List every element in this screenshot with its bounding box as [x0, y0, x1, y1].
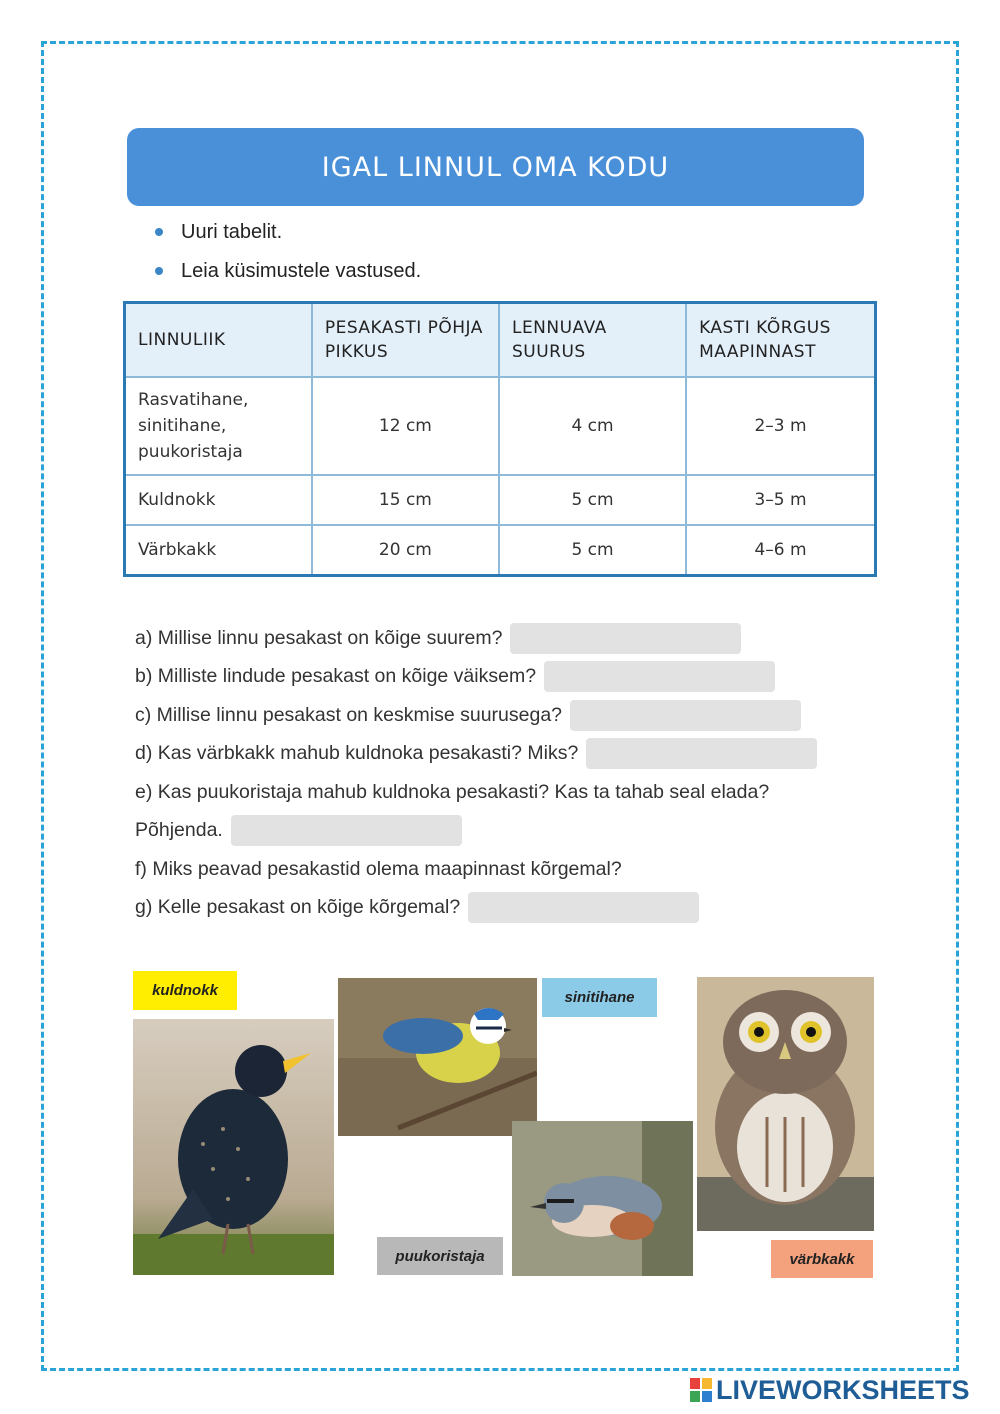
label-varbkakk: värbkakk: [771, 1240, 873, 1278]
answer-field-a[interactable]: [510, 623, 741, 654]
question-c: c) Millise linnu pesakast on keskmise suurusega?: [135, 696, 875, 735]
nest-box-table: [123, 301, 877, 577]
starling-photo: [133, 1019, 334, 1275]
label-kuldnokk: kuldnokk: [133, 971, 237, 1010]
answer-field-c[interactable]: [570, 700, 801, 731]
table-row: [125, 475, 876, 525]
answer-field-d[interactable]: [586, 738, 817, 769]
question-g: g) Kelle pesakast on kõige kõrgemal?: [135, 889, 875, 928]
table-cell: 5 cm: [499, 525, 686, 575]
instruction-item: Leia küsimustele vastused.: [155, 251, 421, 290]
table-cell: 20 cm: [312, 525, 499, 575]
page-title: IGAL LINNUL OMA KODU: [321, 151, 670, 183]
table-row: [125, 525, 876, 575]
table-cell: 4–6 m: [686, 525, 875, 575]
bullet-icon: [155, 267, 163, 275]
instruction-list: [155, 212, 421, 290]
pygmy-owl-photo: [697, 977, 874, 1231]
title-banner: [127, 128, 864, 206]
table-cell: 5 cm: [499, 475, 686, 525]
table-cell: 4 cm: [499, 377, 686, 475]
table-header: LENNUAVA SUURUS: [499, 303, 686, 378]
table-cell: 12 cm: [312, 377, 499, 475]
table-cell: Värbkakk: [125, 525, 312, 575]
answer-field-g[interactable]: [468, 892, 699, 923]
label-puukoristaja: puukoristaja: [377, 1237, 503, 1275]
blue-tit-photo: [338, 978, 537, 1136]
question-e-justify: Põhjenda.: [135, 812, 875, 851]
liveworksheets-logo-icon: [690, 1378, 712, 1402]
table-cell: Rasvatihane, sinitihane, puukoristaja: [125, 377, 312, 475]
table-cell: 3–5 m: [686, 475, 875, 525]
nuthatch-photo: [512, 1121, 693, 1276]
question-list: [135, 619, 875, 927]
table-header: KASTI KÕRGUS MAAPINNAST: [686, 303, 875, 378]
liveworksheets-logo: LIVEWORKSHEETS: [690, 1375, 970, 1405]
question-d: d) Kas värbkakk mahub kuldnoka pesakasti? Miks?: [135, 735, 875, 774]
table-header: PESAKASTI PÕHJA PIKKUS: [312, 303, 499, 378]
answer-field-e[interactable]: [231, 815, 462, 846]
question-f: f) Miks peavad pesakastid olema maapinnast kõrgemal?: [135, 857, 622, 880]
answer-field-b[interactable]: [544, 661, 775, 692]
question-e: e) Kas puukoristaja mahub kuldnoka pesakasti? Kas ta tahab seal elada?: [135, 780, 770, 803]
table-header-row: [125, 303, 876, 378]
table-cell: 15 cm: [312, 475, 499, 525]
table-cell: 2–3 m: [686, 377, 875, 475]
question-a: a) Millise linnu pesakast on kõige suurem?: [135, 619, 875, 658]
question-b: b) Milliste lindude pesakast on kõige väiksem?: [135, 658, 875, 697]
table-header: LINNULIIK: [125, 303, 312, 378]
table-row: [125, 377, 876, 475]
label-sinitihane: sinitihane: [542, 978, 657, 1017]
table-cell: Kuldnokk: [125, 475, 312, 525]
instruction-item: Uuri tabelit.: [155, 212, 421, 251]
bullet-icon: [155, 228, 163, 236]
